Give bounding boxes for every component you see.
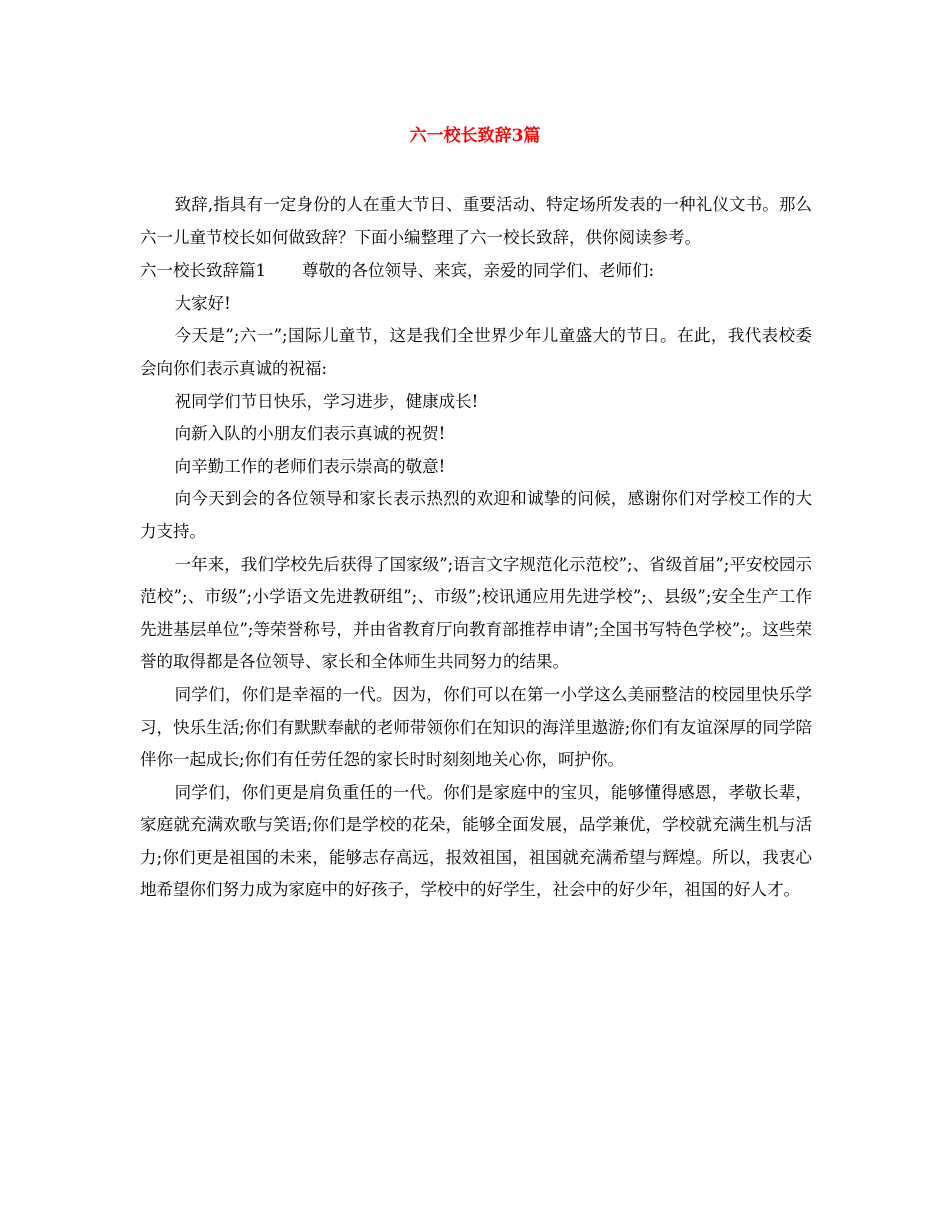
paragraph-wish-teachers: 向辛勤工作的老师们表示崇高的敬意!	[174, 456, 446, 476]
paragraph-childrens-day: 今天是”;六一”;国际儿童节，这是我们全世界少年儿童盛大的节日。在此，我代表校委会向你们表示真诚的祝福:	[140, 326, 812, 378]
paragraph-wish-students: 祝同学们节日快乐，学习进步，健康成长!	[174, 391, 479, 411]
paragraph-wish-new-members: 向新入队的小朋友们表示真诚的祝贺!	[174, 424, 446, 444]
paragraph-greeting: 大家好!	[174, 293, 231, 313]
document-title: 六一校长致辞3篇	[409, 126, 541, 146]
document-body	[140, 189, 812, 907]
paragraph-honors: 一年来，我们学校先后获得了国家级”;语言文字规范化示范校”;、省级首届”;平安校园示范校”;、市级”;小学语文先进教研组”;、市级”;校讯通应用先进学校”;、县级”;安全生产工作先进基层单位”;等荣誉称号，并由省教育厅向教育部推荐申请”;全国书写特色学校”;。这些荣誉的取得都是各位领导、家长和全体师生共同努力的结果。	[140, 554, 812, 672]
section-heading-line	[140, 255, 812, 288]
paragraph-welcome-guests: 向今天到会的各位领导和家长表示热烈的欢迎和诚挚的问候，感谢你们对学校工作的大力支持。	[140, 489, 812, 541]
intro-paragraph: 致辞,指具有一定身份的人在重大节日、重要活动、特定场所发表的一种礼仪文书。那么六一儿童节校长如何做致辞？下面小编整理了六一校长致辞，供你阅读参考。	[140, 195, 812, 247]
paragraph-happy-generation: 同学们，你们是幸福的一代。因为，你们可以在第一小学这么美丽整洁的校园里快乐学习，快乐生活;你们有默默奉献的老师带领你们在知识的海洋里遨游;你们有友谊深厚的同学陪伴你一起成长;你们有任劳任怨的家长时时刻刻地关心你，呵护你。	[140, 684, 812, 770]
salutation: 尊敬的各位领导、来宾，亲爱的同学们、老师们:	[302, 261, 655, 281]
section-heading: 六一校长致辞篇1	[140, 261, 266, 281]
paragraph-responsible-generation: 同学们，你们更是肩负重任的一代。你们是家庭中的宝贝，能够懂得感恩，孝敬长辈，家庭就充满欢歌与笑语;你们是学校的花朵，能够全面发展，品学兼优，学校就充满生机与活力;你们更是祖国的未来，能够志存高远，报效祖国，祖国就充满希望与辉煌。所以，我衷心地希望你们努力成为家庭中的好孩子，学校中的好学生，社会中的好少年，祖国的好人才。	[140, 782, 812, 900]
